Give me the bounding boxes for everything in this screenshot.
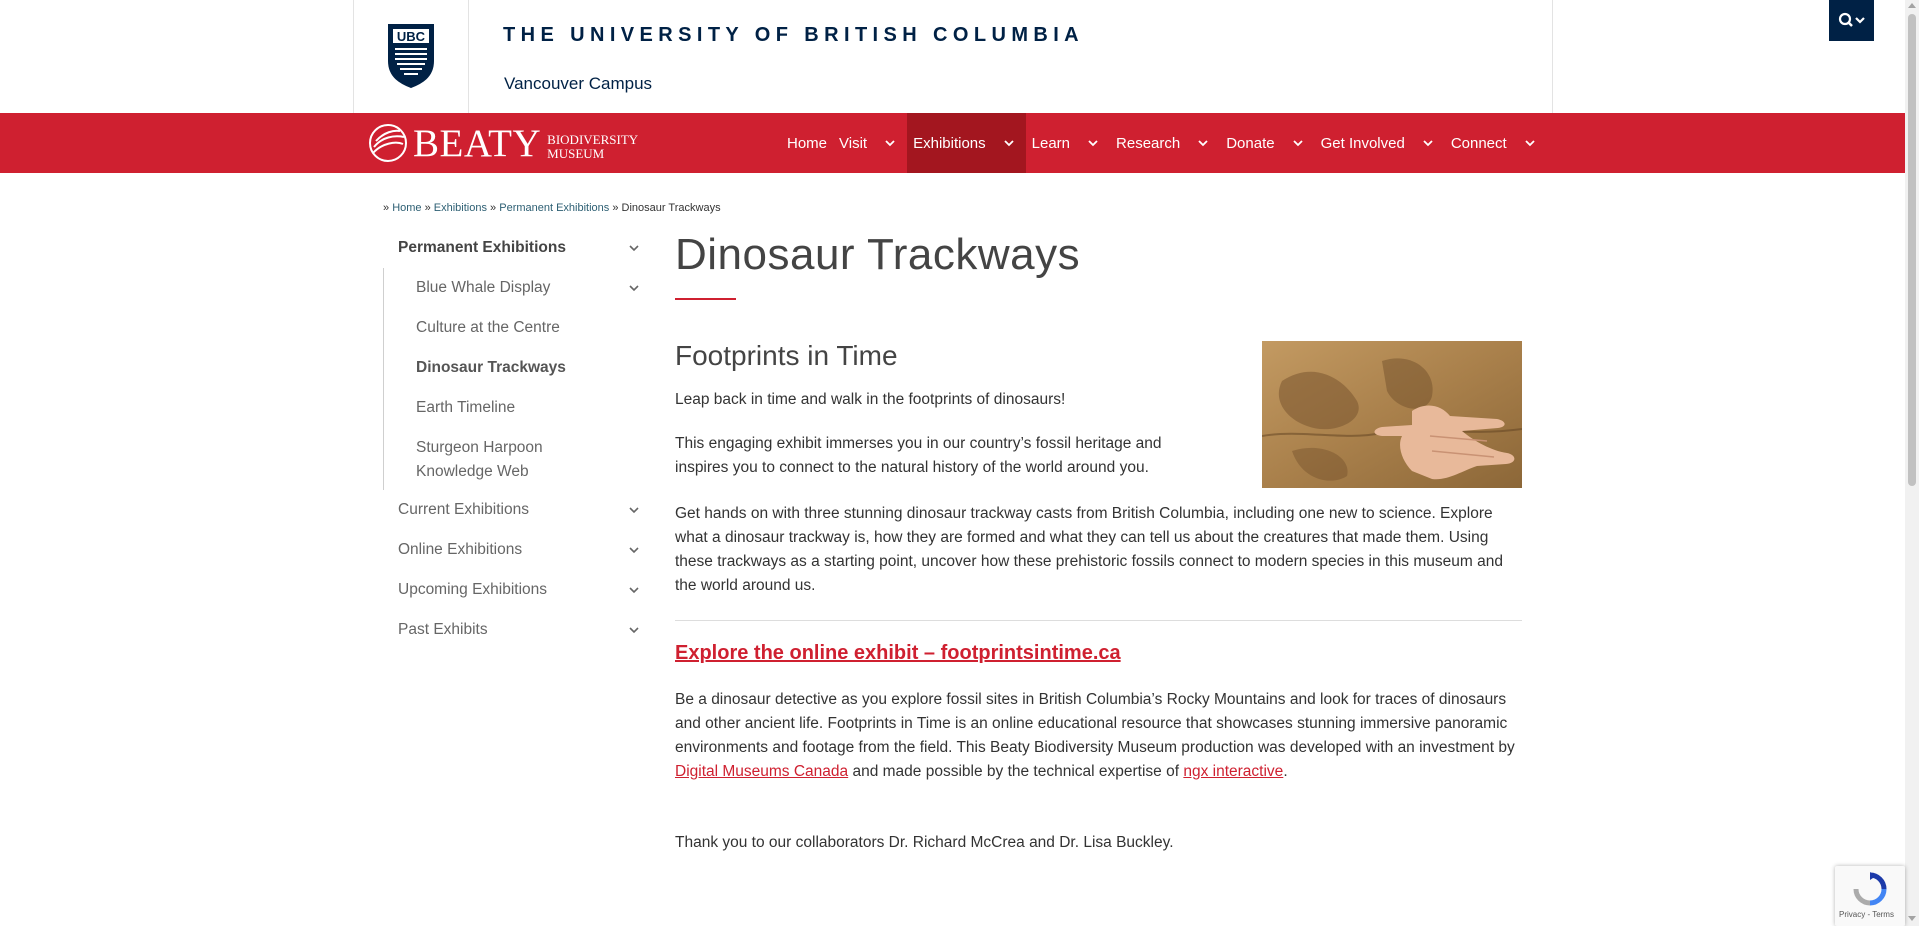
beaty-logo-sub-2: MUSEUM [547, 146, 605, 161]
scrollbar-thumb[interactable] [1908, 14, 1916, 486]
sidebar-nav [383, 228, 643, 650]
sidebar-item-label: Blue Whale Display [416, 279, 551, 296]
main-navigation [0, 113, 1905, 173]
svg-text:UBC: UBC [396, 29, 426, 44]
page-title: Dinosaur Trackways [675, 230, 1081, 279]
nav-learn-label: Learn [1031, 134, 1071, 152]
nav-learn[interactable] [1026, 113, 1110, 173]
nav-donate-label: Donate [1226, 134, 1275, 152]
online-exhibit-text: . [1283, 763, 1288, 780]
sidebar-item-upcoming-exhibitions[interactable] [383, 570, 643, 610]
chevron-down-icon[interactable] [1421, 136, 1435, 150]
chevron-down-icon[interactable] [627, 503, 641, 517]
sidebar-item-label-line2: Knowledge Web [416, 463, 529, 480]
online-exhibit-text: and made possible by the technical expertise of [848, 763, 1184, 780]
sidebar-item-label: Past Exhibits [398, 621, 488, 638]
sidebar-item-dinosaur-trackways[interactable] [384, 348, 643, 388]
exhibit-description-line2: inspires you to connect to the natural history of the world around you. [675, 459, 1149, 476]
breadcrumb-separator: » [490, 202, 497, 214]
chevron-down-icon[interactable] [1086, 136, 1100, 150]
main-content [675, 228, 1522, 851]
sidebar-item-sturgeon-harpoon[interactable] [384, 428, 643, 490]
sidebar-item-permanent-exhibitions[interactable] [383, 228, 643, 268]
beaty-logo-sub-1: BIODIVERSITY [547, 132, 639, 147]
nav-get-involved-label: Get Involved [1320, 134, 1405, 152]
sidebar-item-label: Upcoming Exhibitions [398, 581, 548, 598]
ubc-header-frame [353, 0, 1553, 113]
chevron-down-icon[interactable] [627, 281, 641, 295]
nav-home-label: Home [787, 134, 828, 152]
recaptcha-privacy-terms[interactable]: Privacy - Terms [1839, 910, 1894, 919]
explore-online-exhibit-link[interactable]: Explore the online exhibit – footprintsintime.ca [675, 642, 1121, 664]
title-underline [675, 298, 736, 300]
trackway-description: Get hands on with three stunning dinosaur trackway casts from British Columbia, including one new to science. Explore what a dinosaur trackway is, how they are formed and what they can tell us about the creatures that made them. Using these trackways as a starting point, uncover how these prehistoric fossils connect to modern species in this museum and the world around us. [675, 505, 1503, 594]
section-divider [675, 620, 1522, 621]
ubc-crest-icon [387, 23, 435, 89]
online-exhibit-description [675, 688, 1522, 784]
breadcrumb [383, 202, 721, 214]
intro-paragraph: Leap back in time and walk in the footprints of dinosaurs! [675, 391, 1066, 408]
breadcrumb-permanent-exhibitions[interactable]: Permanent Exhibitions [499, 202, 610, 214]
sidebar-item-online-exhibitions[interactable] [383, 530, 643, 570]
chevron-down-icon[interactable] [627, 543, 641, 557]
exhibit-description-line1: This engaging exhibit immerses you in our country’s fossil heritage and [675, 435, 1162, 452]
search-icon [1838, 12, 1866, 30]
university-name[interactable]: THE UNIVERSITY OF BRITISH COLUMBIA [503, 24, 1085, 46]
nav-research[interactable] [1110, 113, 1220, 173]
nav-home[interactable] [781, 113, 833, 173]
sidebar-item-label: Online Exhibitions [398, 541, 523, 558]
chevron-down-icon[interactable] [883, 136, 897, 150]
chevron-down-icon[interactable] [627, 241, 641, 255]
breadcrumb-separator: » [612, 202, 619, 214]
online-exhibit-text: Be a dinosaur detective as you explore fossil sites in British Columbia’s Rocky Mountains and look for traces of dinosaurs and other ancient life. Footprints in Time is an online educational resource that showcases stunning immersive panoramic environments and footage from the field. This Beaty Biodiversity Museum production was developed with an investment by [675, 691, 1515, 756]
breadcrumb-separator: » [424, 202, 431, 214]
nav-visit-label: Visit [839, 134, 868, 152]
nav-connect[interactable] [1445, 113, 1547, 173]
chevron-down-icon[interactable] [627, 623, 641, 637]
collaborators-paragraph: Thank you to our collaborators Dr. Richard McCrea and Dr. Lisa Buckley. [675, 834, 1174, 851]
beaty-logo-mark-icon [368, 123, 408, 163]
digital-museums-canada-link[interactable]: Digital Museums Canada [675, 763, 849, 780]
sidebar-item-label-line1: Sturgeon Harpoon [416, 439, 543, 456]
nav-research-label: Research [1116, 134, 1181, 152]
nav-exhibitions[interactable] [907, 113, 1026, 173]
breadcrumb-home[interactable]: Home [392, 202, 422, 214]
scroll-down-arrow-icon[interactable] [1908, 916, 1916, 921]
sidebar-subnav [383, 268, 643, 490]
nav-donate[interactable] [1220, 113, 1314, 173]
sidebar-item-current-exhibitions[interactable] [383, 490, 643, 530]
sidebar-item-label: Dinosaur Trackways [416, 359, 566, 376]
scroll-up-arrow-icon[interactable] [1908, 3, 1916, 8]
dinosaur-track-photo [1262, 341, 1522, 488]
nav-connect-label: Connect [1450, 134, 1507, 152]
chevron-down-icon[interactable] [1523, 136, 1537, 150]
chevron-down-icon[interactable] [1196, 136, 1210, 150]
sidebar-item-past-exhibits[interactable] [383, 610, 643, 650]
exhibit-description [675, 432, 1162, 480]
breadcrumb-current: Dinosaur Trackways [621, 202, 721, 214]
nav-get-involved[interactable] [1315, 113, 1445, 173]
chevron-down-icon[interactable] [1002, 136, 1016, 150]
sidebar-item-label: Earth Timeline [416, 399, 516, 416]
beaty-logo-subtitle [547, 133, 638, 161]
beaty-logo[interactable] [368, 122, 638, 164]
sidebar-item-label: Culture at the Centre [416, 319, 560, 336]
chevron-down-icon[interactable] [1291, 136, 1305, 150]
nav-visit[interactable] [833, 113, 907, 173]
nav-items [781, 113, 1547, 173]
sidebar-item-earth-timeline[interactable] [384, 388, 643, 428]
sidebar-item-label: Current Exhibitions [398, 501, 529, 518]
sidebar-item-label: Permanent Exhibitions [398, 239, 566, 256]
sidebar-item-culture[interactable] [384, 308, 643, 348]
page-scrollbar[interactable] [1905, 0, 1919, 926]
section-heading: Footprints in Time [675, 340, 898, 371]
recaptcha-badge[interactable] [1835, 866, 1905, 926]
campus-name[interactable]: Vancouver Campus [504, 74, 653, 93]
chevron-down-icon[interactable] [627, 583, 641, 597]
search-toggle-button[interactable] [1829, 0, 1874, 41]
ubc-crest-link[interactable] [354, 0, 469, 113]
ngx-interactive-link[interactable]: ngx interactive [1183, 763, 1284, 780]
breadcrumb-separator: » [383, 202, 390, 214]
breadcrumb-exhibitions[interactable]: Exhibitions [433, 202, 487, 214]
nav-exhibitions-label: Exhibitions [913, 134, 986, 152]
sidebar-item-blue-whale[interactable] [384, 268, 643, 308]
recaptcha-icon [1853, 872, 1887, 906]
beaty-logo-word: BEATY [413, 121, 542, 165]
ubc-header [0, 0, 1905, 113]
